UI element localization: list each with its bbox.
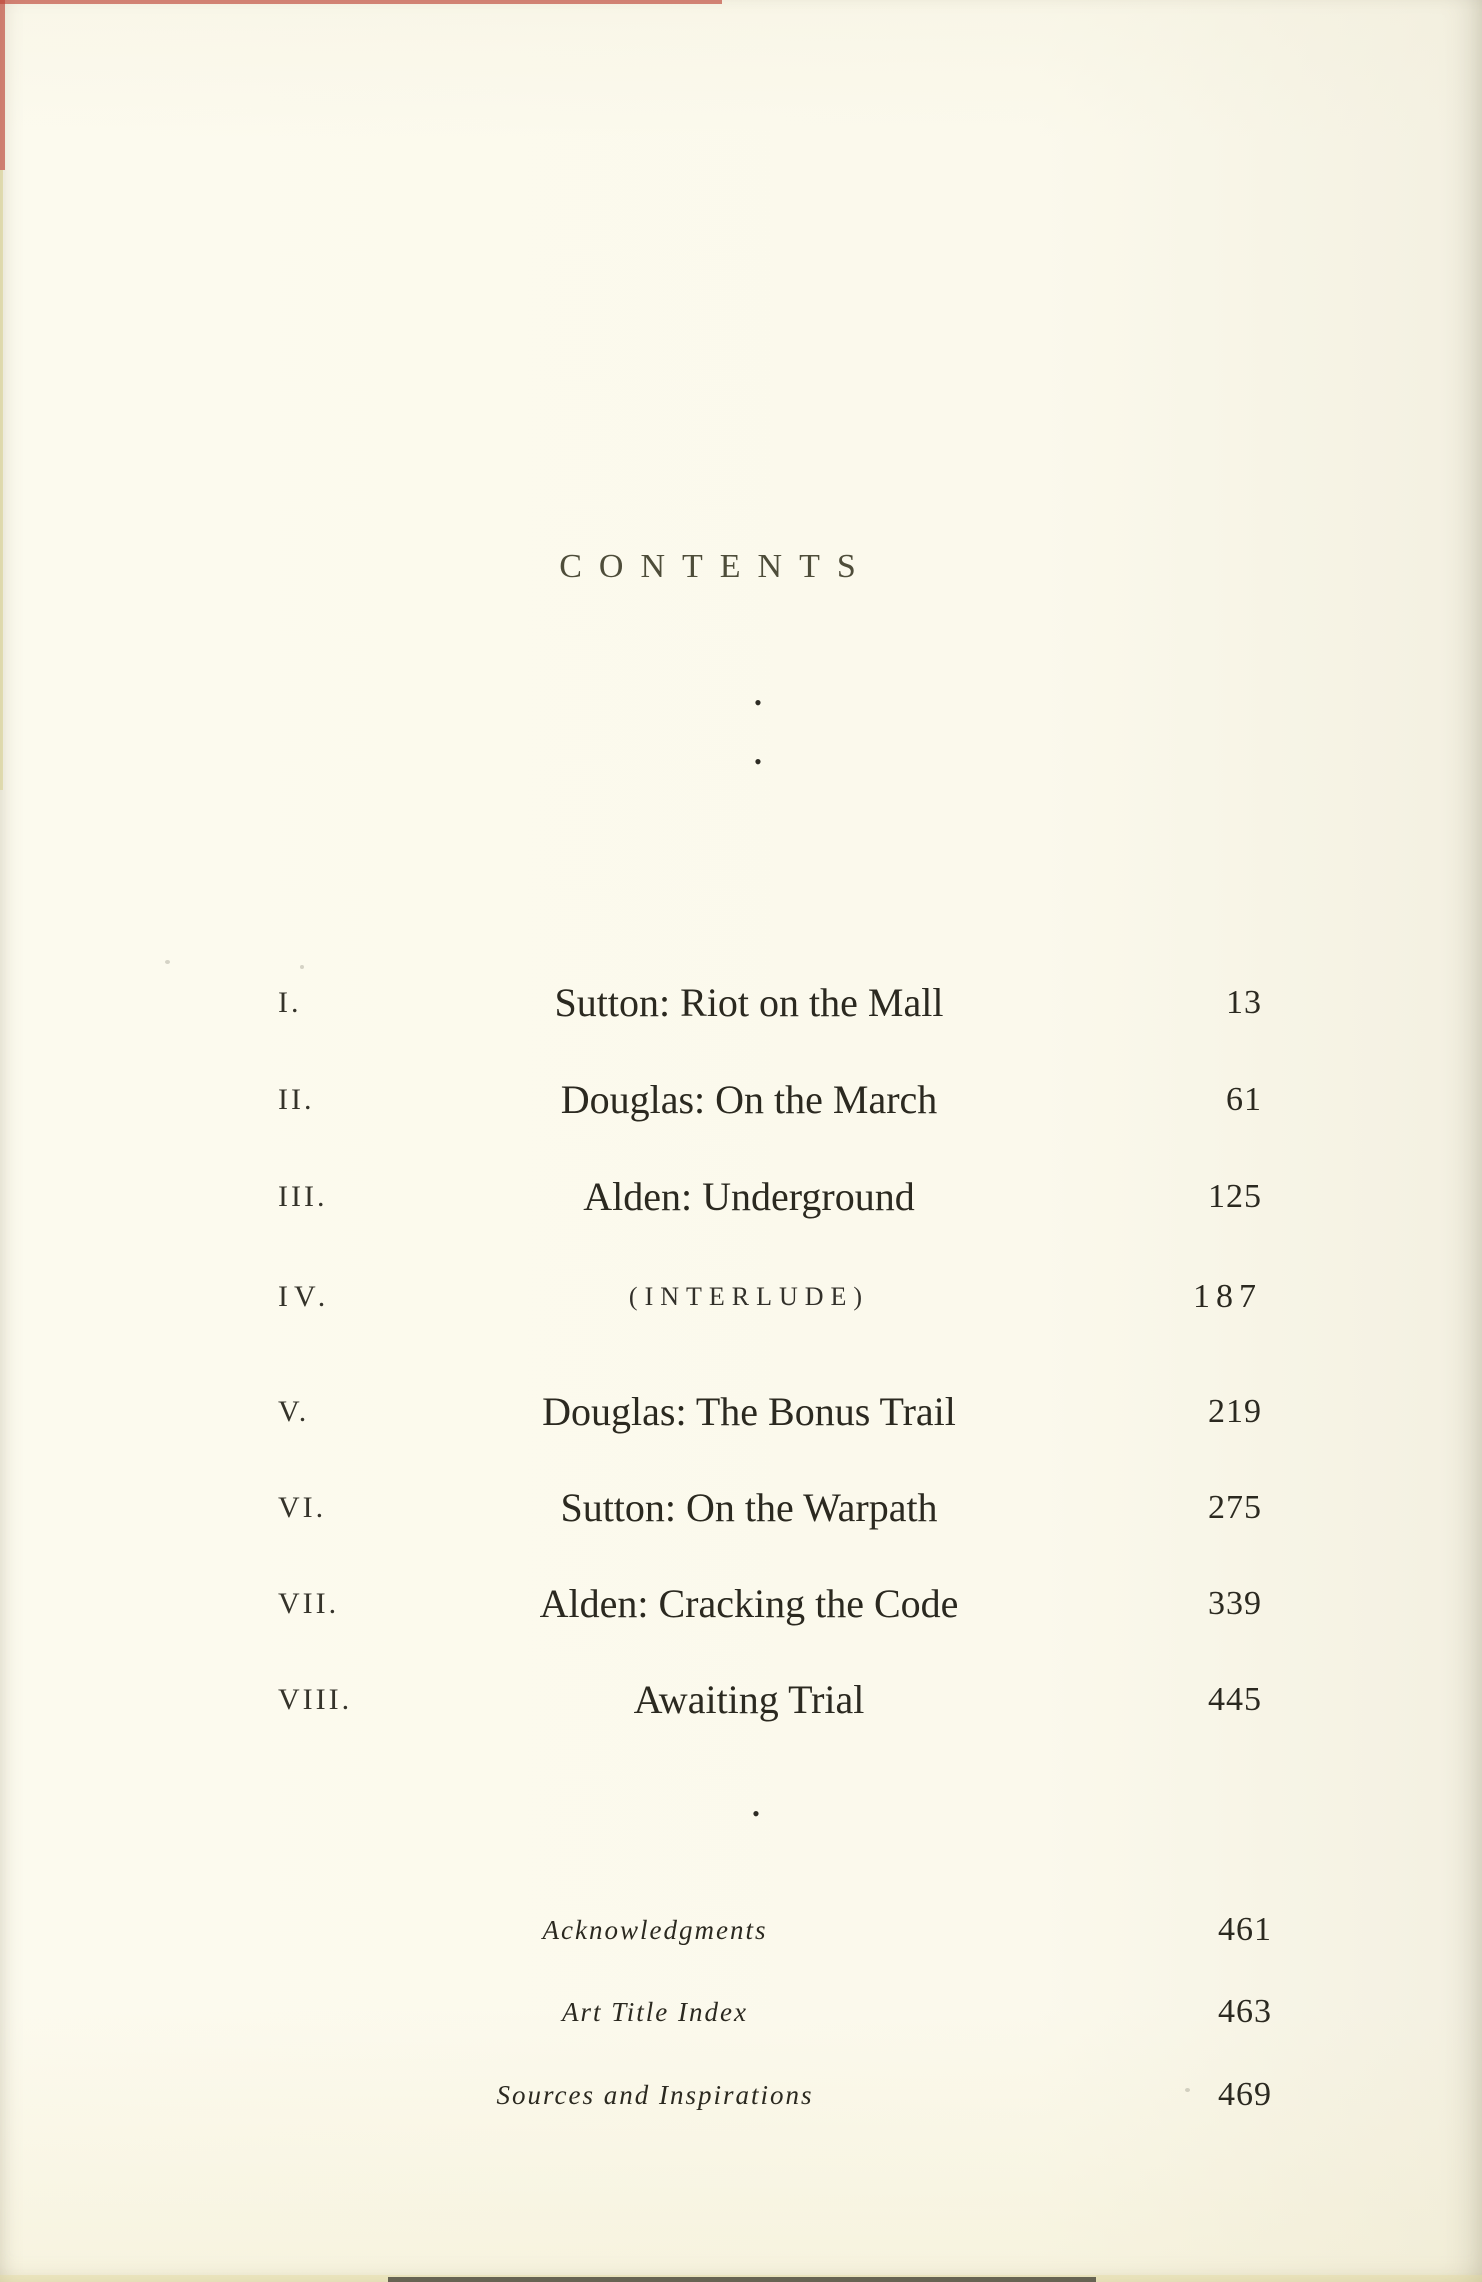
chapter-numeral: VII. [278, 1587, 340, 1620]
chapter-title: Sutton: Riot on the Mall [554, 980, 944, 1025]
chapter-numeral: V. [278, 1395, 310, 1428]
chapter-page-number: 13 [1226, 984, 1262, 1021]
scan-artifact-left-gold-strip [0, 170, 3, 790]
paper-speck [300, 965, 304, 969]
back-matter-title: Art Title Index [562, 1997, 748, 2027]
back-matter-row [0, 2067, 1482, 2123]
toc-row [0, 1480, 1482, 1536]
back-matter-title: Sources and Inspirations [496, 2080, 814, 2110]
chapter-page-number: 61 [1226, 1081, 1262, 1118]
chapter-page-number: 339 [1208, 1585, 1262, 1622]
paper-speck [165, 960, 170, 964]
chapter-title: Sutton: On the Warpath [560, 1485, 938, 1530]
chapter-numeral: II. [278, 1083, 315, 1116]
chapter-page-number: 275 [1208, 1489, 1262, 1526]
chapter-title: (INTERLUDE) [628, 1282, 870, 1311]
chapter-title: Alden: Cracking the Code [539, 1581, 959, 1626]
chapter-title: Awaiting Trial [633, 1677, 865, 1722]
back-matter-row [0, 1984, 1482, 2040]
chapter-numeral: VI. [278, 1491, 327, 1524]
toc-row [0, 1672, 1482, 1728]
decorative-dot: • [754, 749, 762, 774]
back-matter-row [0, 1902, 1482, 1958]
decorative-dot: • [752, 1801, 760, 1826]
toc-row [0, 1269, 1482, 1325]
back-matter-title: Acknowledgments [542, 1915, 768, 1945]
chapter-numeral: IV. [278, 1280, 332, 1313]
toc-row [0, 975, 1482, 1031]
chapter-title: Douglas: On the March [560, 1077, 938, 1122]
decorative-dot: • [754, 690, 762, 715]
back-matter-page-number: 463 [1218, 1993, 1272, 2030]
scan-artifact-top-red-line [0, 0, 722, 4]
scan-artifact-bottom-gold-band [0, 2275, 1482, 2282]
chapter-page-number: 445 [1208, 1681, 1262, 1718]
chapter-numeral: VIII. [278, 1683, 353, 1716]
toc-row [0, 1072, 1482, 1128]
chapter-page-number: 125 [1208, 1178, 1262, 1215]
back-matter-page-number: 469 [1218, 2076, 1272, 2113]
chapter-title: Alden: Underground [583, 1174, 915, 1219]
chapter-page-number: 187 [1193, 1278, 1262, 1315]
chapter-title: Douglas: The Bonus Trail [542, 1389, 956, 1434]
chapter-page-number: 219 [1208, 1393, 1262, 1430]
scan-artifact-left-red-strip [0, 0, 5, 170]
toc-row [0, 1576, 1482, 1632]
chapter-numeral: I. [278, 986, 302, 1019]
back-matter-page-number: 461 [1218, 1911, 1272, 1948]
chapter-numeral: III. [278, 1180, 328, 1213]
page-title: CONTENTS [559, 548, 873, 585]
scan-artifact-bottom-dark-strip [388, 2277, 1096, 2282]
toc-row [0, 1384, 1482, 1440]
toc-row [0, 1169, 1482, 1225]
